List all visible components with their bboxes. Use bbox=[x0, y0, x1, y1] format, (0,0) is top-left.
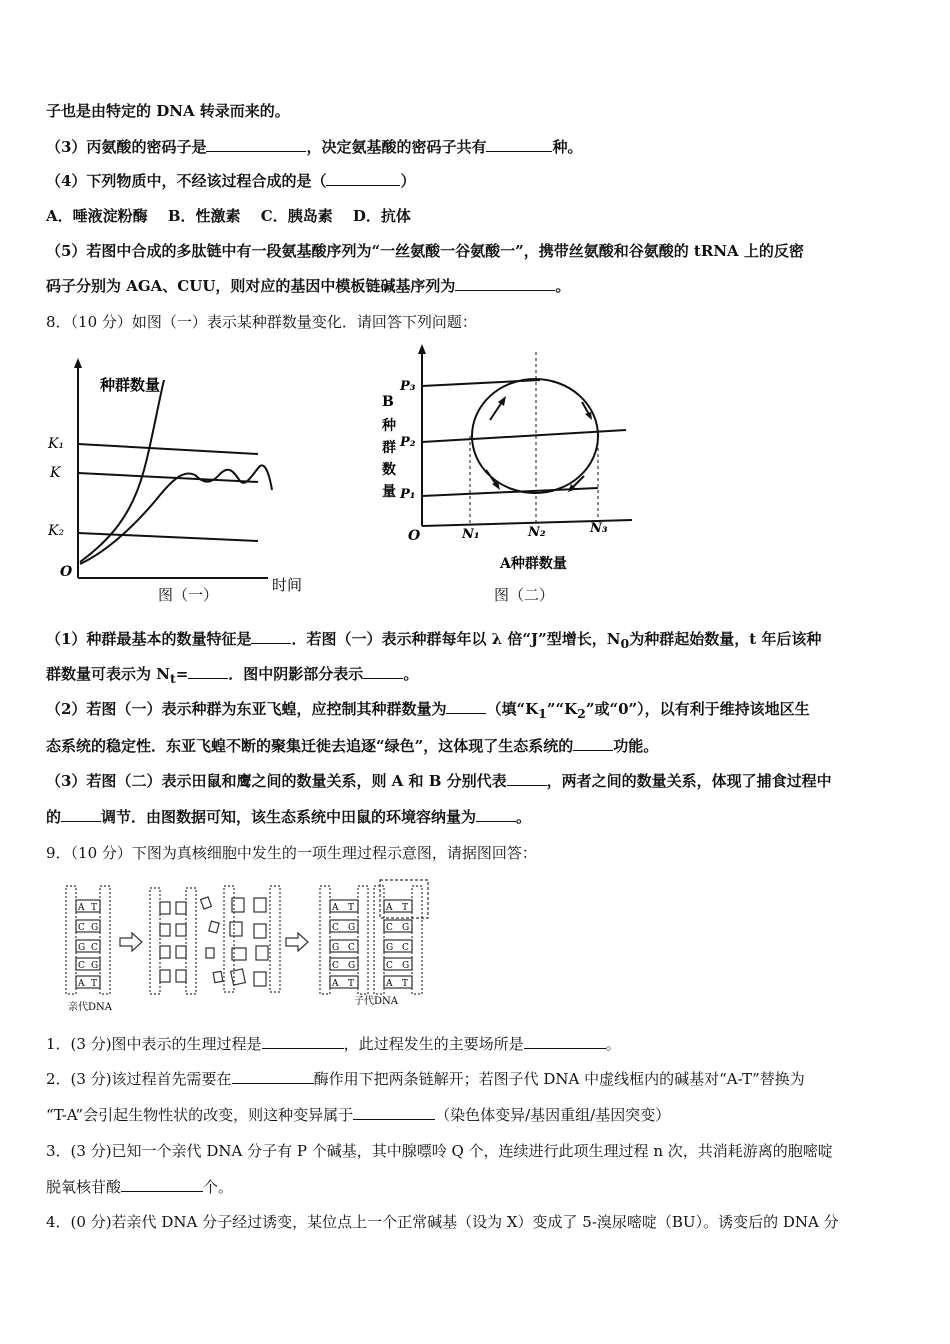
question-8-3 bbox=[46, 770, 832, 791]
answer-blank[interactable] bbox=[262, 1034, 344, 1049]
q8-3-a: （2）若图（一）表示种群为东亚飞蝗，应控制其种群数量为 bbox=[46, 700, 447, 718]
fig2-p2-label: P₂ bbox=[400, 435, 416, 450]
child-base-r4: T bbox=[348, 979, 355, 989]
child2-base-l1: C bbox=[386, 923, 393, 933]
parent-base-l0: A bbox=[78, 903, 85, 913]
fig2-n1-label: N₁ bbox=[462, 527, 480, 542]
fig2-ylabel-1: 种 bbox=[382, 418, 396, 434]
fig2-ylabel-0: B bbox=[382, 394, 394, 410]
q8-2-sub: t bbox=[169, 671, 176, 686]
fig2-ylabel-3: 数 bbox=[382, 462, 396, 478]
child2-base-r3: G bbox=[402, 961, 410, 971]
q9-3-a: “T-A”会引起生物性状的改变，则这种变异属于 bbox=[46, 1106, 354, 1124]
y-axis-arrow bbox=[74, 358, 82, 368]
answer-blank[interactable] bbox=[232, 1069, 314, 1084]
q8-3-sub2: 2 bbox=[577, 706, 586, 721]
q7-4-part-b: ） bbox=[400, 172, 416, 190]
q8-3-c: ”“K bbox=[546, 700, 578, 718]
question-9-3: 3．(3 分)已知一个亲代 DNA 分子有 P 个碱基，其中腺嘌呤 Q 个，连续进行此项生理过程 n 次，共消耗游离的胞嘧啶 bbox=[46, 1142, 833, 1160]
arrow-head bbox=[585, 412, 592, 420]
arrow-upper-left bbox=[490, 402, 502, 420]
parent-base-l1: C bbox=[78, 923, 85, 933]
parent-base-l3: C bbox=[78, 961, 85, 971]
figure-1-population-curve bbox=[40, 350, 330, 610]
fig2-ylabel-4: 量 bbox=[382, 484, 396, 500]
child-base-l4: A bbox=[332, 979, 339, 989]
child-base-l0: A bbox=[332, 903, 339, 913]
q7-3-part-c: 种。 bbox=[552, 138, 583, 156]
figure-dna-replication bbox=[58, 878, 438, 1014]
child-base-l1: C bbox=[332, 923, 339, 933]
parent-base-l2: G bbox=[78, 943, 86, 953]
answer-blank[interactable] bbox=[486, 137, 552, 152]
parent-base-r1: G bbox=[91, 923, 99, 933]
fig2-origin: O bbox=[408, 528, 421, 544]
parent-dna-label: 亲代DNA bbox=[68, 1002, 112, 1013]
answer-blank[interactable] bbox=[455, 276, 555, 291]
y-axis-arrow bbox=[418, 344, 426, 354]
question-8-3-cont bbox=[46, 806, 531, 827]
q8-2-d: 。 bbox=[403, 665, 419, 683]
k1-line bbox=[78, 444, 258, 454]
fig2-xlabel: A种群数量 bbox=[500, 556, 567, 572]
fig2-ylabel-2: 群 bbox=[382, 440, 396, 456]
q8-2-c: ．图中阴影部分表示 bbox=[228, 665, 364, 683]
q9-1-c: 。 bbox=[605, 1035, 621, 1053]
fig2-p1-label: P₁ bbox=[400, 487, 416, 502]
child2-base-r2: C bbox=[402, 943, 409, 953]
answer-blank[interactable] bbox=[188, 664, 228, 679]
parent-base-l4: A bbox=[78, 979, 85, 989]
fig1-k-label: K bbox=[50, 465, 61, 481]
child-dna-label: 子代DNA bbox=[354, 996, 398, 1007]
question-7-3 bbox=[46, 136, 582, 157]
fig2-n3-label: N₃ bbox=[590, 521, 608, 536]
question-7-5-cont bbox=[46, 275, 570, 296]
answer-blank[interactable] bbox=[573, 736, 613, 751]
arrow-2 bbox=[286, 933, 308, 951]
arrow-lower-left bbox=[486, 470, 496, 484]
answer-blank[interactable] bbox=[507, 771, 547, 786]
child2-base-l3: C bbox=[386, 961, 393, 971]
question-7-4 bbox=[46, 170, 415, 191]
fig1-k1-label: K₁ bbox=[48, 436, 65, 452]
p2-line bbox=[422, 430, 626, 442]
q9-2-a: 2．(3 分)该过程首先需要在 bbox=[46, 1070, 232, 1088]
answer-blank[interactable] bbox=[476, 807, 516, 822]
answer-blank[interactable] bbox=[353, 1105, 435, 1120]
free-nucleotides bbox=[224, 886, 280, 992]
answer-blank[interactable] bbox=[326, 171, 400, 186]
q8-1-b: ．若图（一）表示种群每年以 λ 倍“J”型增长，N bbox=[291, 630, 621, 648]
fig1-origin: O bbox=[60, 564, 73, 580]
answer-blank[interactable] bbox=[446, 699, 486, 714]
parent-base-r2: C bbox=[91, 943, 98, 953]
child2-base-r0: T bbox=[402, 903, 409, 913]
parent-base-r0: T bbox=[91, 903, 98, 913]
answer-blank[interactable] bbox=[524, 1034, 606, 1049]
q8-6-b: 调节．由图数据可知，该生态系统中田鼠的环境容纳量为 bbox=[101, 808, 477, 826]
arrow-1 bbox=[120, 933, 142, 951]
fig1-xlabel: 时间 bbox=[272, 576, 303, 594]
question-7-4-options: A．唾液淀粉酶 B．性激素 C．胰岛素 D．抗体 bbox=[46, 207, 411, 225]
q9-3-b: （染色体变异/基因重组/基因突变） bbox=[435, 1106, 671, 1124]
question-7-5: （5）若图中合成的多肽链中有一段氨基酸序列为“一丝氨酸一谷氨酸一”，携带丝氨酸和谷氨酸的 tRNA 上的反密 bbox=[46, 242, 804, 260]
child2-base-r1: G bbox=[402, 923, 410, 933]
q9-1-b: ，此过程发生的主要场所是 bbox=[343, 1035, 524, 1053]
fig2-n2-label: N₂ bbox=[528, 525, 546, 540]
answer-blank[interactable] bbox=[363, 664, 403, 679]
q7-3-part-a: （3）丙氨酸的密码子是 bbox=[46, 138, 207, 156]
question-9-title: 9．（10 分）下图为真核细胞中发生的一项生理过程示意图，请据图回答： bbox=[46, 844, 537, 862]
q9-2-b: 酶作用下把两条链解开；若图子代 DNA 中虚线框内的碱基对“A-T”替换为 bbox=[313, 1070, 805, 1088]
question-8-1 bbox=[46, 628, 821, 651]
child-base-l3: C bbox=[332, 961, 339, 971]
child2-base-l4: A bbox=[386, 979, 393, 989]
question-8-2 bbox=[46, 698, 810, 721]
q8-5-b: ，两者之间的数量关系，体现了捕食过程中 bbox=[546, 772, 832, 790]
q7-3-part-b: ，决定氨基酸的密码子共有 bbox=[306, 138, 487, 156]
answer-blank[interactable] bbox=[61, 807, 101, 822]
parent-base-r4: T bbox=[91, 979, 98, 989]
q8-1-sub: 0 bbox=[620, 636, 630, 651]
q7-4-part-a: （4）下列物质中，不经该过程合成的是（ bbox=[46, 172, 327, 190]
daughter-dna bbox=[320, 880, 428, 994]
text-line-1: 子也是由特定的 DNA 转录而来的。 bbox=[46, 102, 290, 120]
answer-blank[interactable] bbox=[121, 1177, 203, 1192]
fig1-ylabel: 种群数量 bbox=[100, 376, 161, 394]
question-9-4: 4．(0 分)若亲代 DNA 分子经过诱变，某位点上一个正常碱基（设为 X）变成了 5-溴尿嘧啶（BU）。诱变后的 DNA 分 bbox=[46, 1213, 839, 1231]
question-9-2 bbox=[46, 1068, 805, 1089]
child2-base-r4: T bbox=[402, 979, 409, 989]
question-9-2-cont bbox=[46, 1104, 670, 1125]
unwinding-dna bbox=[150, 888, 223, 994]
question-9-1 bbox=[46, 1033, 621, 1054]
k-line bbox=[78, 473, 258, 482]
q9-5-b: 个。 bbox=[203, 1178, 234, 1196]
fig2-caption: 图（二） bbox=[494, 586, 555, 604]
child-base-l2: G bbox=[332, 943, 340, 953]
q8-2-b: = bbox=[175, 665, 189, 683]
q8-1-c: 为种群起始数量，t 年后该种 bbox=[629, 630, 822, 648]
s-curve bbox=[80, 465, 272, 564]
q7-5-part-b: 。 bbox=[555, 277, 571, 295]
q8-3-b: （填“K bbox=[486, 700, 539, 718]
parent-base-r3: G bbox=[91, 961, 99, 971]
q8-5-a: （3）若图（二）表示田鼠和鹰之间的数量关系，则 A 和 B 分别代表 bbox=[46, 772, 507, 790]
q9-5-a: 脱氧核苷酸 bbox=[46, 1178, 122, 1196]
q8-2-a: 群数量可表示为 N bbox=[46, 665, 170, 683]
q7-5-part-a: 码子分别为 AGA、CUU，则对应的基因中模板链碱基序列为 bbox=[46, 277, 456, 295]
q8-4-a: 态系统的稳定性．东亚飞蝗不断的聚集迁徙去追逐“绿色”，这体现了生态系统的 bbox=[46, 737, 574, 755]
fig2-p3-label: P₃ bbox=[400, 379, 416, 394]
parent-dna bbox=[66, 886, 110, 994]
q9-1-a: 1．(3 分)图中表示的生理过程是 bbox=[46, 1035, 262, 1053]
fig1-k2-label: K₂ bbox=[48, 523, 65, 539]
question-9-3-cont bbox=[46, 1176, 233, 1197]
child2-base-l0: A bbox=[386, 903, 393, 913]
q8-3-d: ”或“0”），以有利于维持该地区生 bbox=[585, 700, 810, 718]
q8-6-a: 的 bbox=[46, 808, 62, 826]
answer-blank[interactable] bbox=[206, 137, 306, 152]
child-base-r3: G bbox=[348, 961, 356, 971]
q8-3-sub1: 1 bbox=[538, 706, 547, 721]
figure-2-predator-prey-cycle bbox=[370, 340, 640, 580]
child-base-r1: G bbox=[348, 923, 356, 933]
answer-blank[interactable] bbox=[251, 629, 291, 644]
fig1-caption: 图（一） bbox=[158, 586, 219, 604]
question-8-1-cont bbox=[46, 663, 418, 686]
q8-1-a: （1）种群最基本的数量特征是 bbox=[46, 630, 252, 648]
child2-base-l2: G bbox=[386, 943, 394, 953]
child-base-r2: C bbox=[348, 943, 355, 953]
q8-4-b: 功能。 bbox=[613, 737, 659, 755]
question-8-title: 8．（10 分）如图（一）表示某种群数量变化．请回答下列问题： bbox=[46, 313, 477, 331]
question-8-2-cont bbox=[46, 735, 658, 756]
child-base-r0: T bbox=[348, 903, 355, 913]
q8-6-c: 。 bbox=[516, 808, 532, 826]
